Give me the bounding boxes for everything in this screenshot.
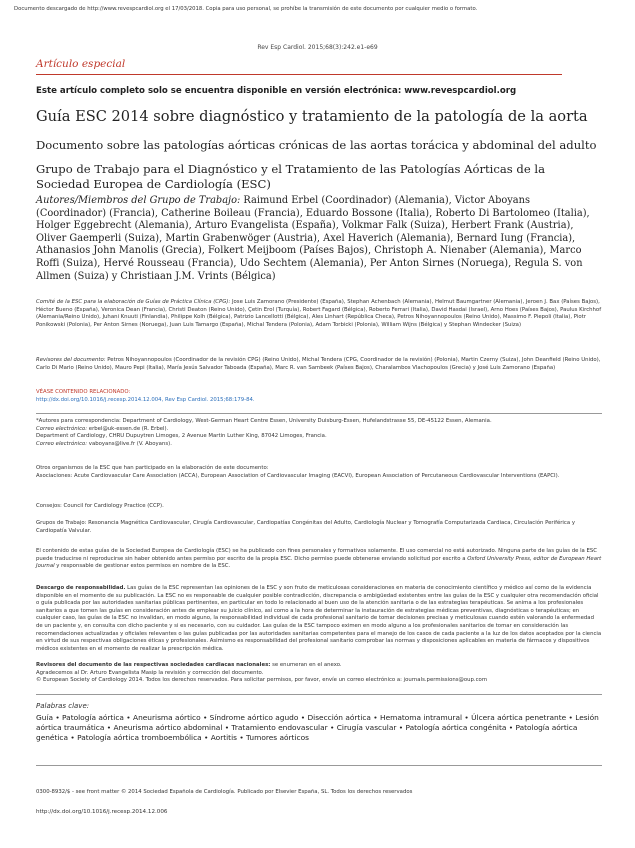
related-link[interactable]: http://dx.doi.org/10.1016/j.recesp.2014.12.004, Rev Esp Cardiol. 2015;68:179-84. [36,396,255,403]
keywords-label: Palabras clave: [36,702,90,710]
page-title: Guía ESC 2014 sobre diagnóstico y tratamiento de la patología de la aorta [36,108,588,125]
other-organisations [36,465,602,480]
acknowledgement: Agradecemos al Dr. Arturo Evangelista Masip la revisión y corrección del documento. [36,669,264,676]
reviewers-lead: Revisores del documento: [36,357,106,363]
working-groups: Grupos de Trabajo: Resonancia Magnética Cardiovascular, Cirugía Cardiovascular, Cardiopatías Congénitas del Adulto, Cardiología Nuclear y Tomografía Computarizada Cardiaca, Circulación Periférica y Cardiopatía Valvular. [36,520,575,534]
divider [36,694,602,695]
disclaimer [36,585,602,653]
related-content [36,389,255,404]
correspondence-address-1: *Autores para correspondencia: Department of Cardiology, West-German Heart Centre Essen, University Duisburg-Essen, Hufelandstrasse 55, DE-45122 Essen, Alemania. [36,418,492,424]
other-orgs-associations: Asociaciones: Acute Cardiovascular Care Association (ACCA), European Association of Cardiovascular Imaging (EACVI), European Association of Percutaneous Cardiovascular Interventions (EAPCI). [36,472,560,479]
correspondence-address-2: Department of Cardiology, CHRU Dupuytren Limoges, 2 Avenue Martin Luther King, 87042 Limoges, Francia. [36,433,327,440]
email-label-2: Correo electrónico: [36,440,88,447]
doi-footer[interactable]: http://dx.doi.org/10.1016/j.recesp.2014.12.006 [36,809,168,815]
divider [36,413,602,414]
email-1[interactable]: erbel@uk-essen.de (R. Erbel). [87,425,169,432]
keywords-list: Guía • Patología aórtica • Aneurisma aórtico • Síndrome aórtico agudo • Disección aórtica • Hematoma intramural • Úlcera aórtica penetrante • Lesión aórtica traumática • Aneurisma aórtico abdominal • Tratamiento endovascular • Cirugía vascular • Patología aórtica congénita • Patología aórtica genética • Patología aórtica tromboembólica • Aortitis • Tumores aórticos [36,713,599,743]
content-note [36,548,602,571]
national-reviewers [36,662,602,685]
disclaimer-lead: Descargo de responsabilidad. [36,585,126,591]
online-availability-note: Este artículo completo solo se encuentra disponible en versión electrónica: www.revespcardiol.org [36,86,517,96]
national-reviewers-lead: Revisores del documento de las respectivas sociedades cardiacas nacionales: [36,662,271,668]
authors-list: Raimund Erbel (Coordinador) (Alemania), Victor Aboyans (Coordinador) (Francia), Catherine Boileau (Francia), Eduardo Bossone (Italia), Roberto Di Bartolomeo (Italia), Holger Eggebrecht (Alemania), Arturo Evangelista (España), Volkmar Falk (Suiza), Herbert Frank (Austria), Oliver Gaemperli (Suiza), Martin Grabenwöger (Austria), Axel Haverich (Alemania), Bernard Iung (Francia), Athanasios John Manolis (Grecia), Folkert Meijboom (Países Bajos), Christoph A. Nienaber (Alemania), Marco Roffi (Suiza), Hervé Rousseau (Francia), Udo Sechtem (Alemania), Per Anton Sirnes (Noruega), Regula S. von Allmen (Suiza) y Christiaan J.M. Vrints (Bélgica) [36,195,590,282]
content-note-b: Oxford University Press, editor de European Heart Journal [36,555,602,570]
correspondence [36,418,602,448]
other-orgs-intro: Otros organismos de la ESC que han participado en la elaboración de este documento: [36,465,269,471]
cpg-committee [36,299,602,329]
section-divider [36,74,562,75]
disclaimer-text: Las guías de la ESC representan las opiniones de la ESC y son fruto de meticulosas consideraciones en materia de conocimiento científico y médico así como de la evidencia disponible en el momento de su publicación. La ESC no es responsable de cualquier posible contradicción, discrepancia o ambigüedad existentes entre las guías de la ESC y cualquier otra recomendación oficial o guía publicada por las autoridades sanitarias públicas pertinentes, en particular en todo lo relacionado al buen uso de la atención sanitaria o de las estrategias terapéuticas. Se anima a los profesionales sanitarios a que tomen las guías en consideración antes de emplear su juicio clínico, así como a la hora de determinar la instauración de estrategias médicas preventivas, diagnósticas o terapéuticas; en cualquier caso, las guías de la ESC no invalidan, en modo alguno, la responsabilidad individual de cada profesional sanitario de tomar decisiones precisas y meticulosas cuando estén valorando la enfermedad de un paciente y, en consulta con dicho paciente y si es necesario, con su cuidador. Las guías de la ESC tampoco eximen en modo alguno a los profesionales sanitarios de tomar en consideración las recomendaciones actualizadas y oficiales relevantes o las guías publicadas por las autoridades sanitarias competentes para el manejo de los casos de cada paciente a la luz de los datos aceptados por la ciencia en virtud de sus respectivas obligaciones éticas y profesionales. Asimismo es responsabilidad del profesional sanitario comprobar las normas y disposiciones aplicables en materia de fármacos y dispositivos médicos existentes en el momento de realizar la prescripción médica. [36,585,602,652]
authors-lead: Autores/Miembros del Grupo de Trabajo: [36,195,241,206]
cpg-lead: Comité de la ESC para la elaboración de Guías de Práctica Clínica (CPG): [36,299,231,305]
subtitle: Documento sobre las patologías aórticas crónicas de las aortas torácica y abdominal del adulto [36,138,597,152]
content-note-c: y responsable de gestionar estos permisos en nombre de la ESC. [54,563,231,570]
issn-footer: 0300-8932/$ - see front matter © 2014 Sociedad Española de Cardiología. Publicado por Elsevier España, SL. Todos los derechos reservados [36,789,413,795]
cpg-members: Jose Luis Zamorano (Presidente) (España), Stephan Achenbach (Alemania), Helmut Baumgartner (Alemania), Jeroen J. Bax (Países Bajos), Héctor Bueno (España), Veronica Dean (Francia), Christi Deaton (Reino Unido), Çetin Erol (Turquía), Robert Fagard (Bélgica), Roberto Ferrari (Italia), David Hasdai (Israel), Arno Hoes (Países Bajos), Paulus Kirchhof (Alemania/Reino Unido), Juhani Knuuti (Finlandia), Philippe Kolh (Bélgica), Patrizio Lancellotti (Bélgica), Ales Linhart (República Checa), Petros Nihoyannopoulos (Reino Unido), Massimo F. Piepoli (Italia), Piotr Ponikowski (Polonia), Per Anton Sirnes (Noruega), Juan Luis Tamargo (España), Michal Tendera (Polonia), Adam Torbicki (Polonia), William Wijns (Bélgica) y Stephan Windecker (Suiza) [36,299,602,328]
authors-block [36,195,602,283]
section-label: Artículo especial [36,58,126,70]
related-label: VÉASE CONTENIDO RELACIONADO: [36,389,131,395]
document-reviewers [36,357,602,372]
councils: Consejos: Council for Cardiology Practice (CCP). [36,503,164,509]
copyright: © European Society of Cardiology 2014. Todos los derechos reservados. Para solicitar permisos, por favor, envíe un correo electrónico a: journals.permissions@oup.com [36,677,488,684]
journal-reference: Rev Esp Cardiol. 2015;68(3):242.e1-e69 [257,44,378,51]
content-note-a: El contenido de estas guías de la Sociedad Europea de Cardiología (ESC) se ha publicado con fines personales y formativos solamente. El uso comercial no está autorizado. Ninguna parte de las guías de la ESC puede traducirse ni reproducirse sin haber obtenido antes permiso por escrito de la propia ESC. Dicho permiso puede obtenerse enviando solicitud por escrito a [36,548,598,562]
email-label-1: Correo electrónico: [36,425,88,432]
working-group-title: Grupo de Trabajo para el Diagnóstico y el Tratamiento de las Patologías Aórticas de la Sociedad Europea de Cardiología (ESC) [36,162,546,191]
divider [36,765,602,766]
national-reviewers-text: se enumeran en el anexo. [270,662,342,668]
reviewers-list: Petros Nihoyannopoulos (Coordinador de la revisión CPG) (Reino Unido), Michal Tendera (CPG, Coordinador de la revisión) (Polonia), Martin Czerny (Suiza), John Deanfield (Reino Unido), Carlo Di Mario (Reino Unido), Mauro Pepi (Italia), María Jesús Salvador Taboada (España), Marc R. van Sambeek (Países Bajos), Charalambos Vlachopoulos (Grecia) y José Luis Zamorano (España) [36,357,601,371]
download-note: Documento descargado de http://www.revespcardiol.org el 17/03/2018. Copia para uso personal, se prohíbe la transmisión de este documento por cualquier medio o formato. [14,6,478,12]
email-2[interactable]: vaboyans@live.fr (V. Aboyans). [87,440,172,447]
